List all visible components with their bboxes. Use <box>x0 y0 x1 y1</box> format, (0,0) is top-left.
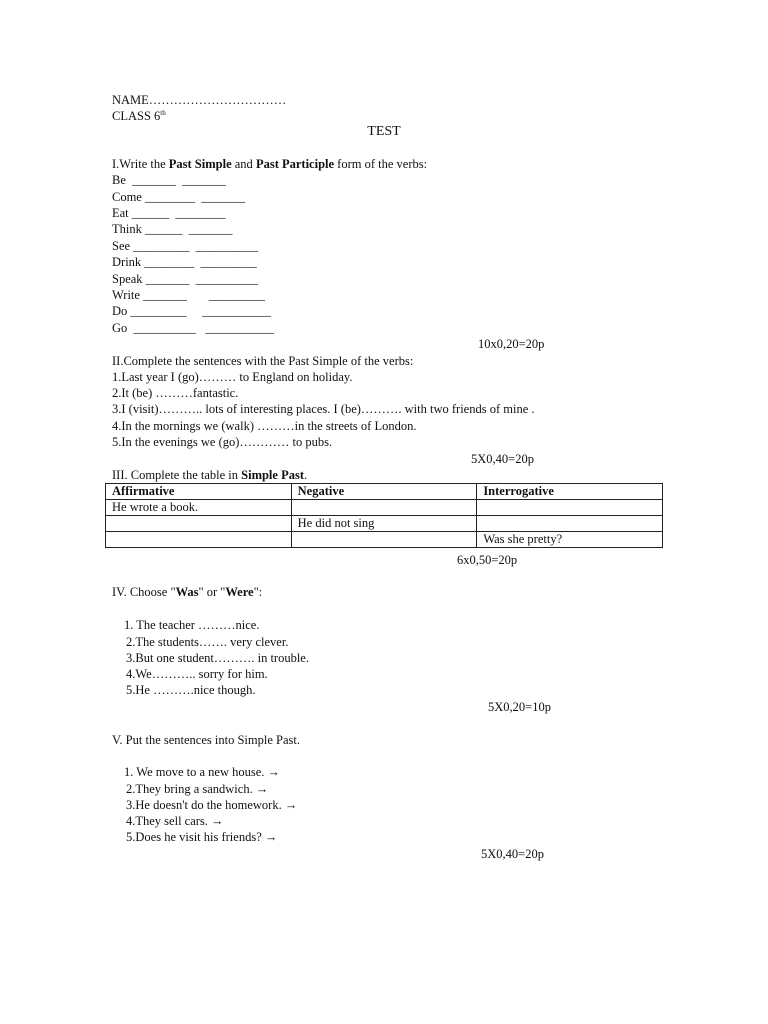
verb-line: Come ________ _______ <box>112 190 245 204</box>
sentence-line: 4.In the mornings we (walk) ………in the streets of London. <box>112 419 417 433</box>
table-cell <box>106 516 292 532</box>
verb-line: Be _______ _______ <box>112 173 226 187</box>
section3-score: 6x0,50=20p <box>457 553 518 567</box>
list-item: 3.He doesn't do the homework. → <box>126 798 298 812</box>
section1-score: 10x0,20=20p <box>478 337 545 351</box>
table-row <box>106 516 663 532</box>
section4-score: 5X0,20=10p <box>488 700 551 714</box>
table-cell <box>477 500 663 516</box>
section4-instruction: IV. Choose "Was" or "Were": <box>112 585 263 599</box>
header-negative: Negative <box>291 484 477 500</box>
list-item: 5.He ……….nice though. <box>126 683 256 697</box>
sentence-line: 5.In the evenings we (go)………… to pubs. <box>112 435 333 449</box>
section3-instruction: III. Complete the table in Simple Past. <box>112 468 308 482</box>
table-cell <box>477 516 663 532</box>
list-item: 2.They bring a sandwich. → <box>126 782 269 796</box>
verb-line: Write _______ _________ <box>112 288 265 302</box>
verb-line: Go __________ ___________ <box>112 321 275 335</box>
verb-line: See _________ __________ <box>112 239 259 253</box>
list-item: 2.The students……. very clever. <box>126 635 289 649</box>
table-row <box>106 532 663 548</box>
table-cell: He did not sing <box>291 516 477 532</box>
sentence-line: 3.I (visit)……….. lots of interesting places. I (be)………. with two friends of mine . <box>112 402 535 416</box>
section1-instruction: I.Write the Past Simple and Past Participle form of the verbs: <box>112 157 428 171</box>
sentence-line: 2.It (be) ………fantastic. <box>112 386 239 400</box>
list-item: 4.We……….. sorry for him. <box>126 667 268 681</box>
list-item: 4.They sell cars. → <box>126 814 224 828</box>
list-item: 5.Does he visit his friends? → <box>126 830 278 844</box>
table-cell <box>106 532 292 548</box>
header-affirmative: Affirmative <box>106 484 292 500</box>
header-interrogative: Interrogative <box>477 484 663 500</box>
verb-line: Eat ______ ________ <box>112 206 226 220</box>
table-header-row <box>106 484 663 500</box>
list-item: 3.But one student………. in trouble. <box>126 651 309 665</box>
table-cell: Was she pretty? <box>477 532 663 548</box>
class-line: CLASS 6th <box>112 108 166 123</box>
section5-instruction: V. Put the sentences into Simple Past. <box>112 733 300 747</box>
simple-past-table <box>105 483 663 548</box>
section2-instruction: II.Complete the sentences with the Past Simple of the verbs: <box>112 354 414 368</box>
table-cell: He wrote a book. <box>106 500 292 516</box>
table-row <box>106 500 663 516</box>
page-title: TEST <box>367 124 401 139</box>
sentence-line: 1.Last year I (go)……… to England on holiday. <box>112 370 353 384</box>
list-item: 1. The teacher ………nice. <box>124 618 260 632</box>
verb-line: Speak _______ __________ <box>112 272 259 286</box>
section2-score: 5X0,40=20p <box>471 452 534 466</box>
verb-line: Drink ________ _________ <box>112 255 257 269</box>
verb-line: Do _________ ___________ <box>112 304 272 318</box>
list-item: 1. We move to a new house. → <box>124 765 281 779</box>
table-cell <box>291 532 477 548</box>
section5-score: 5X0,40=20p <box>481 847 544 861</box>
name-line: NAME…………………………… <box>112 93 287 107</box>
table-cell <box>291 500 477 516</box>
verb-line: Think ______ _______ <box>112 222 233 236</box>
